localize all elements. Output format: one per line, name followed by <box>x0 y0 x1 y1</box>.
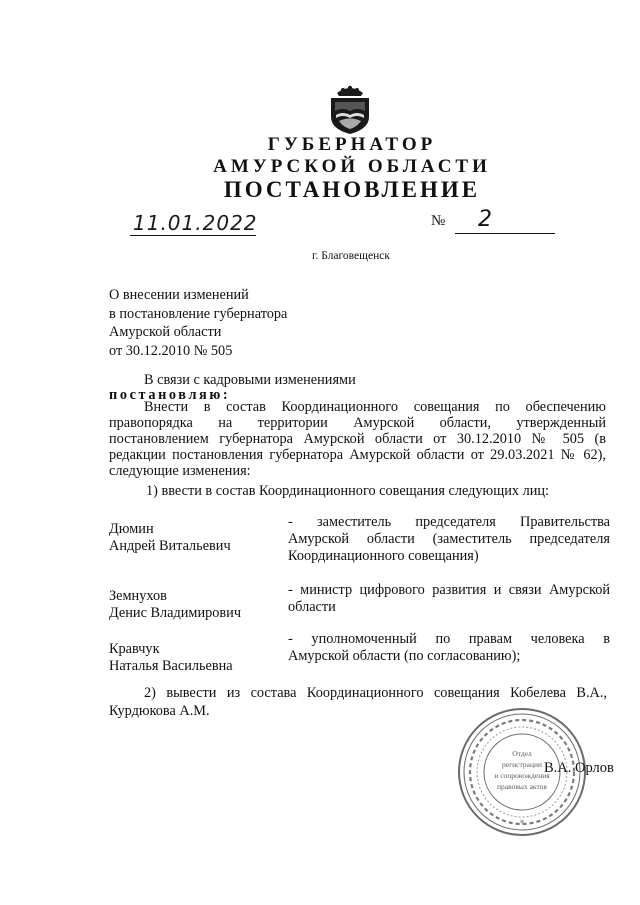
role-line: - министр цифрового развития и связи Амурской <box>288 582 610 598</box>
member-surname: Кравчук <box>109 641 160 657</box>
paragraph-line: Внести в состав Координационного совещания по обеспечению <box>144 399 606 415</box>
subject-line: от 30.12.2010 № 505 <box>109 342 233 359</box>
member-role <box>288 631 610 665</box>
date-underline <box>130 235 256 236</box>
paragraph-line: правопорядка на территории Амурской области, утвержденный <box>109 414 606 431</box>
member-name <box>109 521 231 555</box>
paragraph-line: следующие изменения: <box>109 462 251 479</box>
handwritten-number: 2 <box>478 207 492 232</box>
member-role <box>288 582 610 616</box>
member-given-name: Андрей Витальевич <box>109 538 231 554</box>
member-surname: Земнухов <box>109 588 167 604</box>
paragraph-line: редакции постановления губернатора Амурской области от 29.03.2021 № 62), <box>109 446 606 463</box>
city: г. Благовещенск <box>312 250 390 262</box>
member-given-name: Денис Владимирович <box>109 605 242 621</box>
member-name <box>109 588 241 622</box>
item-2-line: 2) вывести из состава Координационного совещания Кобелева В.А., <box>144 685 607 701</box>
number-label: № <box>431 213 446 229</box>
member-given-name: Наталья Васильевна <box>109 658 233 674</box>
stamp-line: регистрации <box>502 760 542 769</box>
item-1: 1) ввести в состав Координационного совещания следующих лиц: <box>146 483 550 499</box>
member-role <box>288 514 610 565</box>
number-underline <box>455 233 555 234</box>
amur-coat-of-arms-emblem <box>327 83 373 135</box>
intro-line: В связи с кадровыми изменениями <box>144 372 356 388</box>
subject-line: в постановление губернатора <box>109 305 288 322</box>
item-2-line: Курдюкова А.М. <box>109 703 210 719</box>
member-surname: Дюмин <box>109 521 154 537</box>
stamp-line: правовых актов <box>497 782 547 791</box>
header-doc-type: ПОСТАНОВЛЕНИЕ <box>223 177 481 202</box>
decree-word: постановляю: <box>109 387 231 403</box>
role-line: области <box>288 599 336 615</box>
role-line: - уполномоченный по правам человека в <box>288 631 610 647</box>
signature-name: В.А. Орлов <box>544 760 614 776</box>
handwritten-date: 11.01.2022 <box>133 211 258 235</box>
subject-block <box>109 286 287 360</box>
svg-text:*: * <box>519 819 525 829</box>
role-line: - заместитель председателя Правительства <box>288 514 610 530</box>
main-paragraph <box>109 400 606 480</box>
stamp-line: и сопровождения <box>494 771 550 780</box>
member-name <box>109 641 233 675</box>
role-line: Амурской области (заместитель председателя <box>288 531 610 547</box>
header-region: АМУРСКОЙ ОБЛАСТИ <box>213 156 491 177</box>
role-line: Амурской области (по согласованию); <box>288 648 521 664</box>
role-line: Координационного совещания) <box>288 548 479 564</box>
subject-line: О внесении изменений <box>109 287 249 303</box>
paragraph-line: постановлением губернатора Амурской области от 30.12.2010 № 505 (в <box>109 430 606 447</box>
header-governor: ГУБЕРНАТОР <box>267 134 437 155</box>
stamp-line: Отдел <box>512 749 532 758</box>
subject-line: Амурской области <box>109 324 222 340</box>
